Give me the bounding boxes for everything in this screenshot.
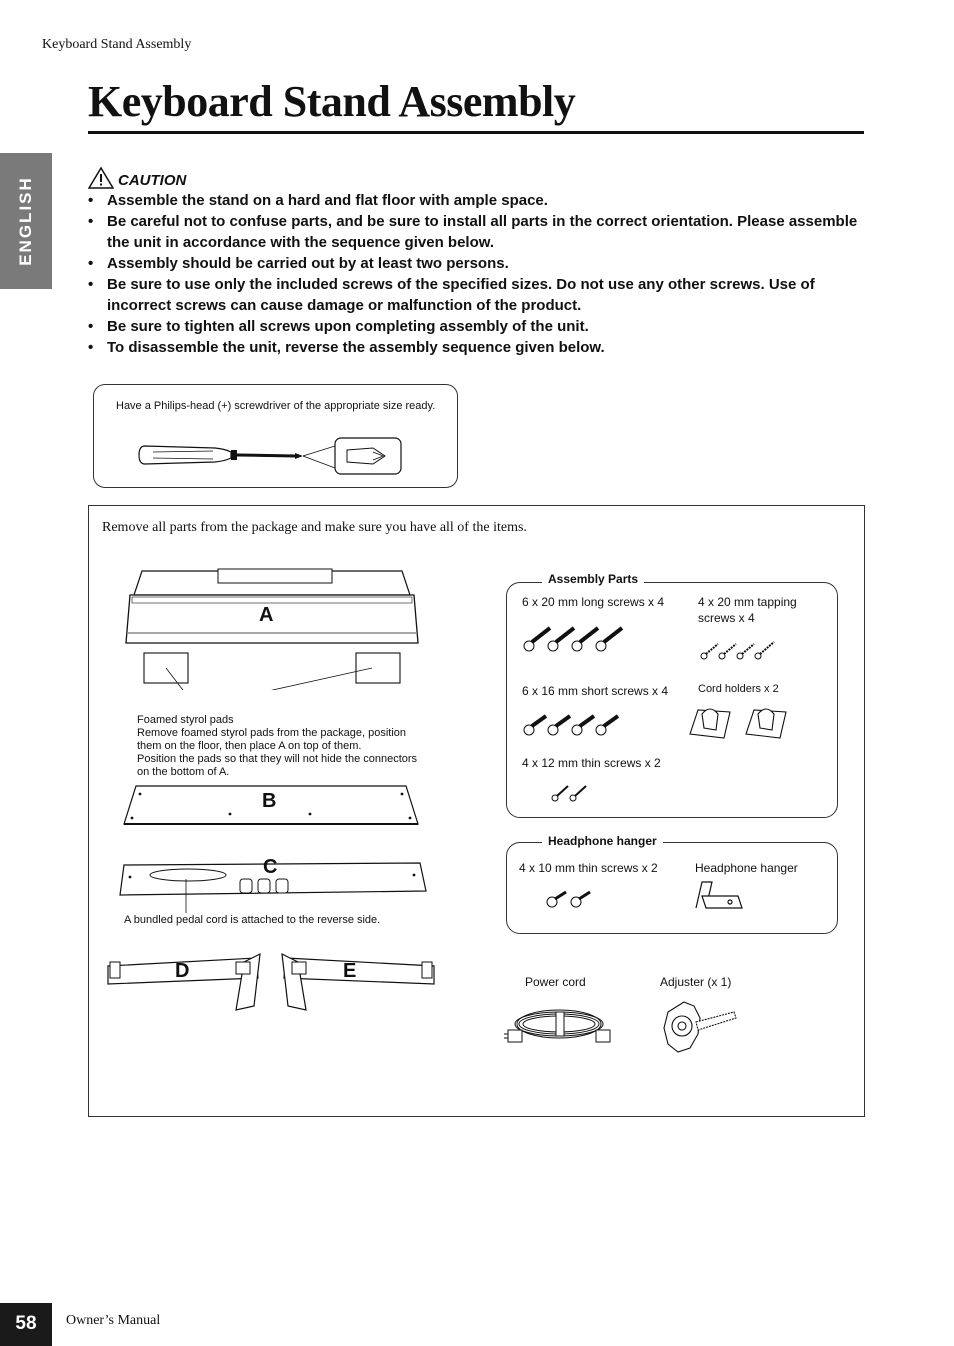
caution-label: CAUTION <box>118 172 187 189</box>
part-b-label: B <box>262 790 277 812</box>
short-screws-label: 6 x 16 mm short screws x 4 <box>522 684 669 698</box>
caution-item: • Be sure to tighten all screws upon completing assembly of the unit. <box>88 316 858 337</box>
caution-item: • Be sure to use only the included screws of the specified sizes. Do not use any other screws. Use of incorrect screws can cause damage or malfunction of the product. <box>88 274 858 316</box>
cord-holder-icon <box>688 704 792 744</box>
power-cord-label: Power cord <box>525 975 586 989</box>
cord-holders-label: Cord holders x 2 <box>698 683 779 695</box>
language-tab-label: ENGLISH <box>16 176 35 266</box>
long-screws-icon <box>520 622 630 656</box>
part-a-label: A <box>259 604 274 626</box>
page-number: 58 <box>15 1313 37 1334</box>
adjuster-icon <box>662 998 738 1058</box>
power-cord-icon <box>504 998 614 1050</box>
caution-heading <box>88 162 186 190</box>
page-title: Keyboard Stand Assembly <box>88 77 576 126</box>
headphone-screws-label: 4 x 10 mm thin screws x 2 <box>519 861 658 875</box>
headphone-hanger-label: Headphone hanger <box>695 861 798 875</box>
parts-intro: Remove all parts from the package and make sure you have all of the items. <box>102 520 527 535</box>
tool-note-text: Have a Philips-head (+) screwdriver of the appropriate size ready. <box>116 400 436 412</box>
caution-list <box>88 190 858 358</box>
assembly-parts-label: Assembly Parts <box>542 572 644 586</box>
caution-item: • Assemble the stand on a hard and flat floor with ample space. <box>88 190 858 211</box>
foam-note-line: Position the pads so that they will not hide the connectors <box>137 753 418 765</box>
title-rule <box>88 131 864 134</box>
footer-manual-title: Owner’s Manual <box>66 1313 161 1328</box>
short-screws-icon <box>520 710 630 740</box>
foam-note-title: Foamed styrol pads <box>137 714 234 726</box>
headphone-screws-icon <box>544 886 596 910</box>
thin-screws-label: 4 x 12 mm thin screws x 2 <box>522 756 661 770</box>
foam-note-line: them on the floor, then place A on top of them. <box>137 740 362 752</box>
warning-icon <box>88 166 114 190</box>
page-number-box <box>0 1303 52 1346</box>
running-head: Keyboard Stand Assembly <box>42 37 192 52</box>
caution-item: • To disassemble the unit, reverse the assembly sequence given below. <box>88 337 858 358</box>
tapping-screws-line: 4 x 20 mm tapping <box>698 595 797 609</box>
tapping-screws-icon <box>698 636 782 664</box>
foam-note-line: Remove foamed styrol pads from the package, position <box>137 727 407 739</box>
headphone-hanger-icon <box>692 878 746 914</box>
screwdriver-illustration <box>135 432 410 478</box>
headphone-group-label: Headphone hanger <box>542 834 663 848</box>
long-screws-label: 6 x 20 mm long screws x 4 <box>522 595 665 609</box>
thin-screws-icon <box>548 780 592 806</box>
foam-note-line: on the bottom of A. <box>137 766 230 778</box>
language-tab <box>0 153 52 289</box>
tapping-screws-label <box>698 595 797 625</box>
caution-item: • Assembly should be carried out by at least two persons. <box>88 253 858 274</box>
pedal-note: A bundled pedal cord is attached to the reverse side. <box>124 914 381 926</box>
part-d-e-illustration <box>104 944 438 1018</box>
caution-item: • Be careful not to confuse parts, and be sure to install all parts in the correct orientation. Please assemble the unit in accordance with the sequence given below. <box>88 211 858 253</box>
adjuster-label: Adjuster (x 1) <box>660 975 732 989</box>
part-c-label: C <box>263 856 278 878</box>
tapping-screws-line: screws x 4 <box>698 611 755 625</box>
part-a-illustration <box>122 565 422 690</box>
part-e-label: E <box>343 960 357 982</box>
foam-note <box>137 714 437 779</box>
part-d-label: D <box>175 960 190 982</box>
